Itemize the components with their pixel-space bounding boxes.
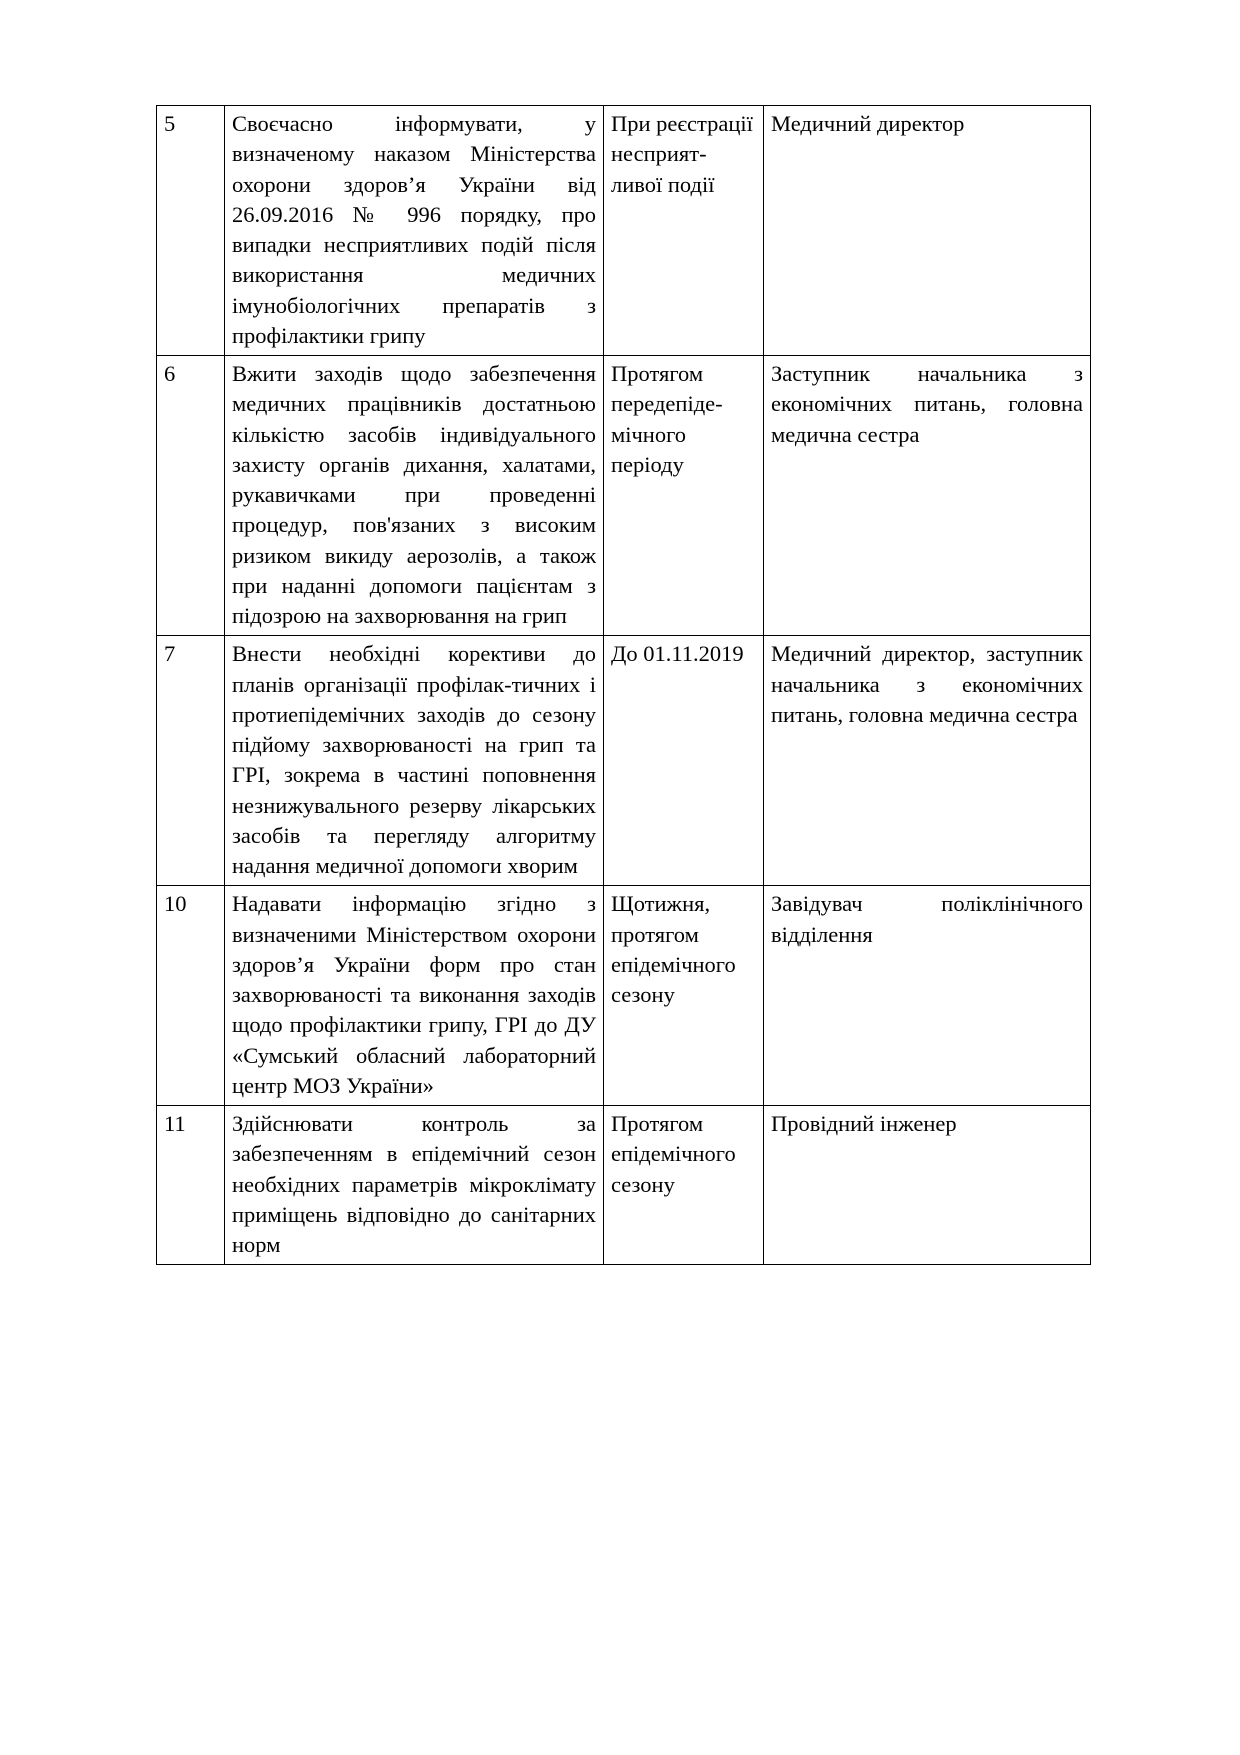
measure-text: Своєчасно інформувати, у визначеному наказом Міністерства охорони здоров’я України від 26.09.2016 № 996 порядку, про випадки несприятливих подій після використання медичних імунобіологічних препаратів з профілактики грипу [225, 106, 604, 356]
responsible-text: Медичний директор [764, 106, 1091, 356]
row-number: 10 [157, 886, 225, 1106]
measure-text: Вжити заходів щодо забезпечення медичних працівників достатньою кількістю засобів індивідуального захисту органів дихання, халатами, рукавичками при проведенні процедур, пов'язаних з високим ризиком викиду аерозолів, а також при наданні допомоги пацієнтам з підозрою на захворювання на грип [225, 356, 604, 636]
term-text: Протягом передепіде-мічного періоду [604, 356, 764, 636]
term-text: При реєстрації несприят-ливої події [604, 106, 764, 356]
row-number: 7 [157, 636, 225, 886]
measures-table [156, 105, 1091, 1265]
table-row [157, 106, 1091, 356]
row-number: 6 [157, 356, 225, 636]
responsible-text: Завідувач поліклінічного відділення [764, 886, 1091, 1106]
measure-text: Надавати інформацію згідно з визначеними Міністерством охорони здоров’я України форм про стан захворюваності та виконання заходів щодо профілактики грипу, ГРІ до ДУ «Сумський обласний лабораторний центр МОЗ України» [225, 886, 604, 1106]
measure-text: Внести необхідні корективи до планів організації профілак-тичних і протиепідемічних заходів до сезону підйому захворюваності на грип та ГРІ, зокрема в частині поповнення незнижувального резерву лікарських засобів та перегляду алгоритму надання медичної допомоги хворим [225, 636, 604, 886]
table-row [157, 886, 1091, 1106]
row-number: 5 [157, 106, 225, 356]
table-row [157, 636, 1091, 886]
responsible-text: Медичний директор, заступник начальника з економічних питань, головна медична сестра [764, 636, 1091, 886]
row-number: 11 [157, 1106, 225, 1265]
responsible-text: Заступник начальника з економічних питань, головна медична сестра [764, 356, 1091, 636]
measure-text: Здійснювати контроль за забезпеченням в епідемічний сезон необхідних параметрів мікроклімату приміщень відповідно до санітарних норм [225, 1106, 604, 1265]
term-text: Щотижня, протягом епідемічного сезону [604, 886, 764, 1106]
term-text: Протягом епідемічного сезону [604, 1106, 764, 1265]
table-row [157, 356, 1091, 636]
table-body [157, 106, 1091, 1265]
responsible-text: Провідний інженер [764, 1106, 1091, 1265]
table-row [157, 1106, 1091, 1265]
term-text: До 01.11.2019 [604, 636, 764, 886]
